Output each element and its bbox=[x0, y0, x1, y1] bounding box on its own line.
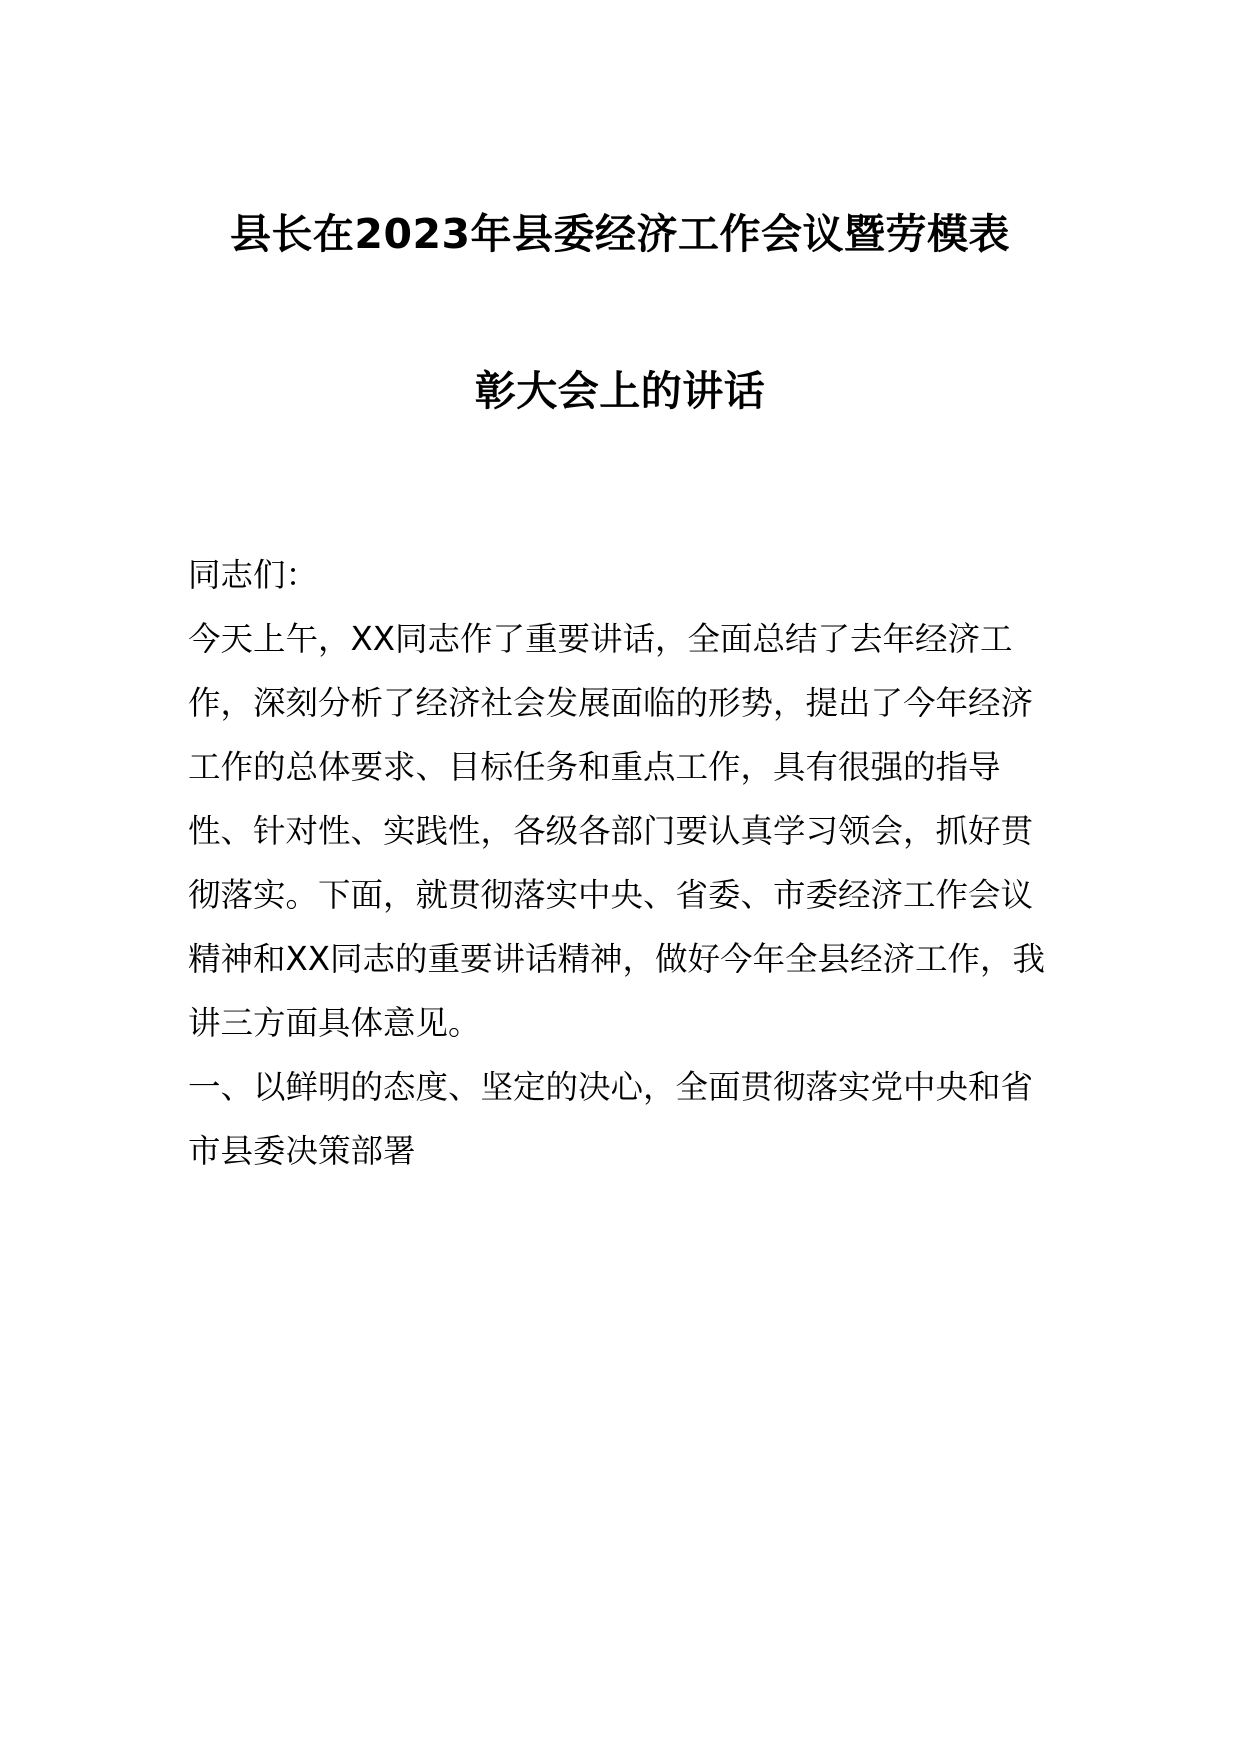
body-paragraph bbox=[188, 607, 1058, 1055]
salutation bbox=[188, 543, 1058, 607]
section-heading-text: 一、以鲜明的态度、坚定的决心，全面贯彻落实党中央和省市县委决策部署 bbox=[188, 1068, 1034, 1170]
document-title-line-2: 彰大会上的讲话 bbox=[474, 367, 766, 415]
document-title-line-1: 县长在2023年县委经济工作会议暨劳模表 bbox=[229, 210, 1011, 258]
salutation-text: 同志们： bbox=[188, 556, 319, 594]
paragraph-text: 今天上午，XX同志作了重要讲话，全面总结了去年经济工作，深刻分析了经济社会发展面临的形势，提出了今年经济工作的总体要求、目标任务和重点工作，具有很强的指导性、针对性、实践性，各级各部门要认真学习领会，抓好贯彻落实。下面，就贯彻落实中央、省委、市委经济工作会议精神和XX同志的重要讲话精神，做好今年全县经济工作，我讲三方面具体意见。 bbox=[188, 620, 1046, 1042]
section-heading bbox=[188, 1055, 1058, 1183]
